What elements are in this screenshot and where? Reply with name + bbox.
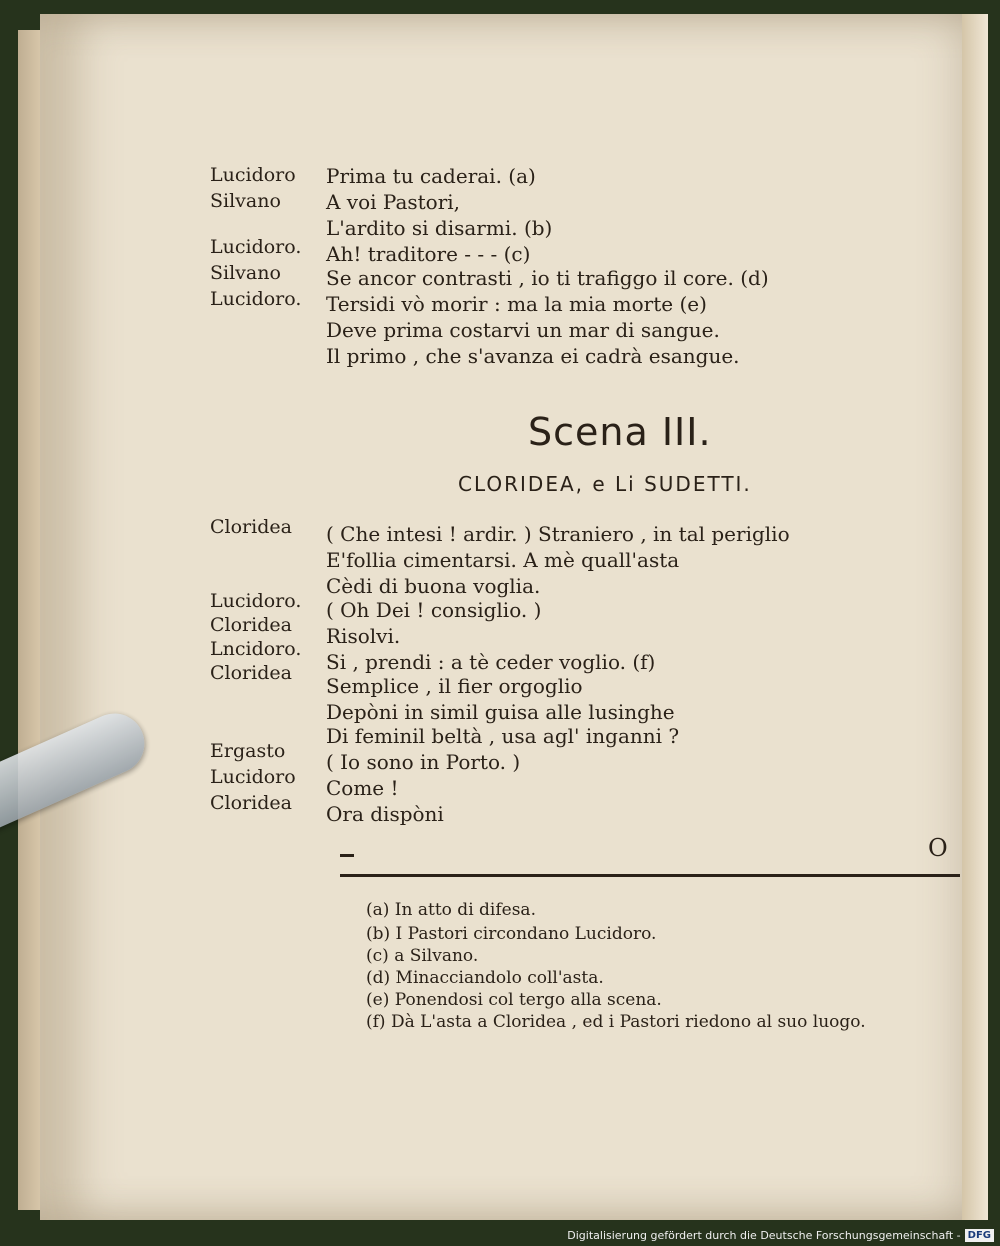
digitization-credit xyxy=(567,1229,994,1242)
speaker-label: Lucidoro. xyxy=(210,590,302,612)
verse-line: ( Oh Dei ! consiglio. ) xyxy=(326,598,542,622)
verse-line: Risolvi. xyxy=(326,624,401,648)
speaker-label: Ergasto xyxy=(210,740,286,762)
book-page xyxy=(40,14,988,1220)
footnote: (e) Ponendosi col tergo alla scena. xyxy=(366,990,662,1010)
verse-line: Come ! xyxy=(326,776,399,800)
speaker-label: Lucidoro xyxy=(210,164,296,186)
verse-line: Deve prima costarvi un mar di sangue. xyxy=(326,318,720,342)
page-edge xyxy=(962,14,988,1220)
speaker-label: Cloridea xyxy=(210,614,292,636)
dfg-logo: DFG xyxy=(965,1229,994,1242)
speaker-label: Cloridea xyxy=(210,792,292,814)
speaker-label: Silvano xyxy=(210,190,281,212)
divider-tick xyxy=(340,854,354,857)
credit-text: Digitalisierung gefördert durch die Deutsche Forschungsgemeinschaft - xyxy=(567,1229,961,1242)
verse-line: Se ancor contrasti , io ti trafiggo il core. (d) xyxy=(326,266,769,290)
footnote: (f) Dà L'asta a Cloridea , ed i Pastori riedono al suo luogo. xyxy=(366,1012,866,1032)
verse-line: ( Io sono in Porto. ) xyxy=(326,750,521,774)
speaker-label: Lucidoro. xyxy=(210,288,302,310)
footnote: (a) In atto di difesa. xyxy=(366,900,536,920)
speaker-label: Lucidoro xyxy=(210,766,296,788)
footnote: (b) I Pastori circondano Lucidoro. xyxy=(366,924,657,944)
verse-line: Di feminil beltà , usa agl' inganni ? xyxy=(326,724,680,748)
verse-line: Il primo , che s'avanza ei cadrà esangue. xyxy=(326,344,740,368)
scene-characters: CLORIDEA, e Li SUDETTI. xyxy=(458,472,752,496)
signature-mark: O xyxy=(928,834,948,862)
footnote: (d) Minacciandolo coll'asta. xyxy=(366,968,604,988)
speaker-label: Cloridea xyxy=(210,516,292,538)
footnote: (c) a Silvano. xyxy=(366,946,479,966)
verse-line: ( Che intesi ! ardir. ) Straniero , in tal periglio xyxy=(326,522,790,546)
verse-line: L'ardito si disarmi. (b) xyxy=(326,216,553,240)
verse-line: A voi Pastori, xyxy=(326,190,461,214)
verse-line: Tersidi vò morir : ma la mia morte (e) xyxy=(326,292,707,316)
footnote-divider xyxy=(340,874,960,877)
verse-line: E'follia cimentarsi. A mè quall'asta xyxy=(326,548,680,572)
verse-line: Semplice , il fier orgoglio xyxy=(326,674,583,698)
verse-line: Ora dispòni xyxy=(326,802,444,826)
scene-title: Scena III. xyxy=(528,410,712,454)
verse-line: Cèdi di buona voglia. xyxy=(326,574,541,598)
speaker-label: Cloridea xyxy=(210,662,292,684)
verse-line: Si , prendi : a tè ceder voglio. (f) xyxy=(326,650,656,674)
verse-line: Depòni in simil guisa alle lusinghe xyxy=(326,700,675,724)
verse-line: Ah! traditore - - - (c) xyxy=(326,242,531,266)
speaker-label: Lucidoro. xyxy=(210,236,302,258)
verse-line: Prima tu caderai. (a) xyxy=(326,164,536,188)
speaker-label: Silvano xyxy=(210,262,281,284)
speaker-label: Lncidoro. xyxy=(210,638,302,660)
